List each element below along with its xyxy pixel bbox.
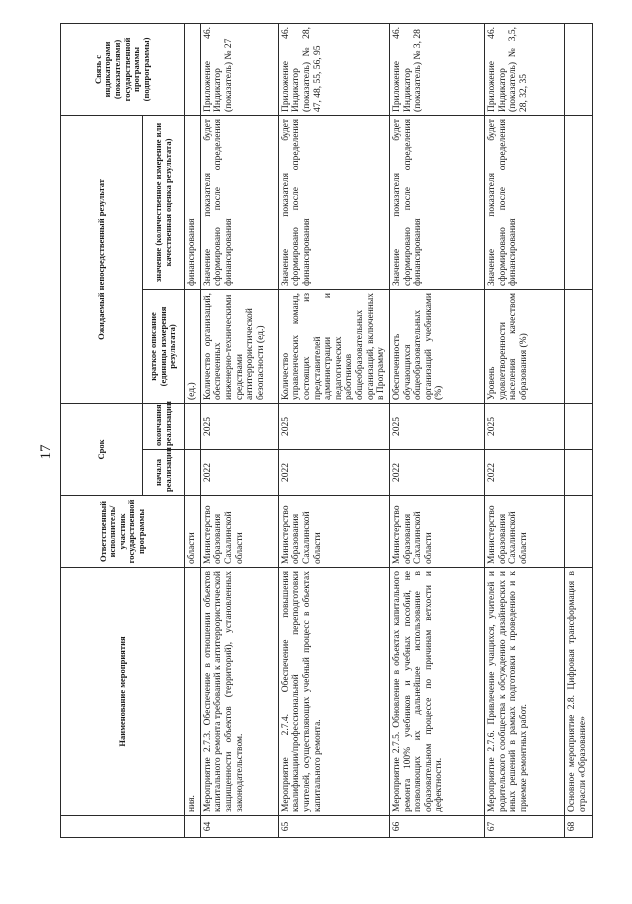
cont-num (185, 816, 201, 838)
cont-name: ния. (185, 568, 201, 816)
continuation-row (185, 23, 201, 837)
end-year: 2025 (278, 403, 389, 449)
header-term-end: окончания реализации (143, 403, 185, 449)
row-number: 64 (200, 816, 278, 838)
measure-name: Мероприятие 2.7.5. Обновление в объектах капитального ремонта 100% учебников и учебных пособий, не позволяющих их дальнейшее использование в образовательном процессе по причинам ветхости и дефектности. (389, 568, 484, 816)
start-year: 2022 (484, 450, 564, 496)
cont-end (185, 403, 201, 449)
result-description: Количество управленческих команд, состоящих из представителей администрации и педагогических работников общеобразовательных организаций, включенных в Программу (278, 289, 389, 403)
table-row (278, 23, 389, 837)
result-description: Количество организаций, обеспеченных инженерно-техническими средствами антитеррористической безопасности (ед.) (200, 289, 278, 403)
indicator-link: Приложение 46. Индикатор (показатель) № 28, 47, 48, 55, 56, 95 (278, 23, 389, 115)
responsible-executor: Министерство образования Сахалинской области (200, 496, 278, 568)
result-value: Значение показателя будет сформировано после определения финансирования (278, 115, 389, 289)
result-description: Уровень удовлетворенности населения качеством образования (%) (484, 289, 564, 403)
start-year: 2022 (200, 450, 278, 496)
end-year: 2025 (484, 403, 564, 449)
end-year: 2025 (200, 403, 278, 449)
header-row-1 (61, 23, 143, 837)
header-responsible: Ответственный исполнитель/участник государственной программы (61, 496, 185, 568)
result-value: Значение показателя будет сформировано после определения финансирования (484, 115, 564, 289)
table-row (564, 23, 592, 837)
indicator-link: Приложение 46. Индикатор (показатель) № 3, 28 (389, 23, 484, 115)
result-value: Значение показателя будет сформировано после определения финансирования (389, 115, 484, 289)
header-short-description: краткое описание (единицы измерения результата) (143, 289, 185, 403)
measure-name: Мероприятие 2.7.3. Обеспечение в отношении объектов капитального ремонта требований к антитеррористической защищенности объектов (территорий), установленных законодательством. (200, 568, 278, 816)
header-name: Наименование мероприятия (61, 568, 185, 816)
program-measures-table (60, 23, 593, 838)
cont-link (185, 23, 201, 115)
cont-value: финансирования (185, 115, 201, 289)
table-row (484, 23, 564, 837)
table-row (389, 23, 484, 837)
header-result-value: значение (количественное измерение или качественная оценка результата) (143, 115, 185, 289)
result-value (564, 115, 592, 289)
responsible-executor (564, 496, 592, 568)
cont-responsible: области (185, 496, 201, 568)
table-row (200, 23, 278, 837)
end-year (564, 403, 592, 449)
header-indicator-link: Связь с индикаторами (показателями) государственной программы (подпрограммы) (61, 23, 185, 115)
header-term: Срок (61, 403, 143, 495)
header-expected-result: Ожидаемый непосредственный результат (61, 115, 143, 403)
responsible-executor: Министерство образования Сахалинской области (484, 496, 564, 568)
result-description (564, 289, 592, 403)
start-year (564, 450, 592, 496)
cont-start (185, 450, 201, 496)
indicator-link: Приложение 46. Индикатор (показатель) № 3,5, 28, 32, 35 (484, 23, 564, 115)
indicator-link: Приложение 46. Индикатор (показатель) № 27 (200, 23, 278, 115)
measure-name: Мероприятие 2.7.6. Привлечение учащихся, учителей и родительского сообщества к обсуждению дизайнерских и иных решений в рамках подготовки к проведению и к приемке ремонтных работ. (484, 568, 564, 816)
row-number: 65 (278, 816, 389, 838)
page-number: 17 (38, 444, 54, 460)
indicator-link (564, 23, 592, 115)
row-number: 68 (564, 816, 592, 838)
end-year: 2025 (389, 403, 484, 449)
measure-name: Основное мероприятие 2.8. Цифровая трансформация в отрасли «Образование» (564, 568, 592, 816)
cont-description: (ед.) (185, 289, 201, 403)
responsible-executor: Министерство образования Сахалинской области (389, 496, 484, 568)
start-year: 2022 (389, 450, 484, 496)
measure-name: Мероприятие 2.7.4. Обеспечение повышения квалификации/профессиональной переподготовки учителей, осуществляющих учебный процесс в объектах капитального ремонта. (278, 568, 389, 816)
row-number: 66 (389, 816, 484, 838)
header-term-start: начала реализации (143, 450, 185, 496)
result-description: Обеспеченность обучающихся общеобразовательных организаций учебниками (%) (389, 289, 484, 403)
result-value: Значение показателя будет сформировано после определения финансирования (200, 115, 278, 289)
start-year: 2022 (278, 450, 389, 496)
row-number: 67 (484, 816, 564, 838)
responsible-executor: Министерство образования Сахалинской области (278, 496, 389, 568)
header-num (61, 816, 185, 838)
